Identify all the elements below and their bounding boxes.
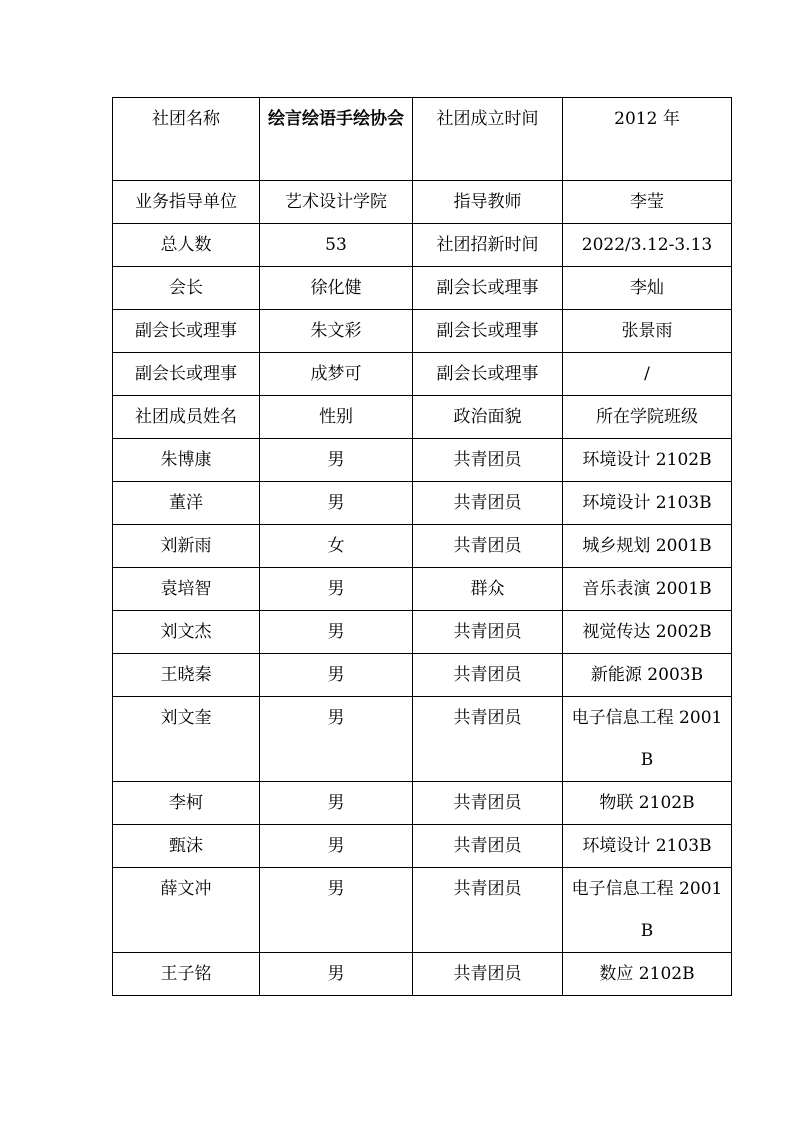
officer-name: 成梦可 xyxy=(260,353,413,396)
officer-role-2: 副会长或理事 xyxy=(413,267,563,310)
member-row xyxy=(113,953,732,996)
member-gender: 男 xyxy=(260,654,413,697)
officer-role: 会长 xyxy=(113,267,260,310)
member-class: 城乡规划 2001B xyxy=(563,525,732,568)
officer-name: 朱文彩 xyxy=(260,310,413,353)
member-name: 刘文杰 xyxy=(113,611,260,654)
member-row xyxy=(113,782,732,825)
total-value: 53 xyxy=(260,224,413,267)
total-label: 总人数 xyxy=(113,224,260,267)
member-row xyxy=(113,568,732,611)
club-info-table xyxy=(112,97,732,996)
club-name-label: 社团名称 xyxy=(113,98,260,181)
member-name: 甄沫 xyxy=(113,825,260,868)
unit-value: 艺术设计学院 xyxy=(260,181,413,224)
member-political-status: 群众 xyxy=(413,568,563,611)
member-gender: 男 xyxy=(260,825,413,868)
member-name: 朱博康 xyxy=(113,439,260,482)
member-name: 董洋 xyxy=(113,482,260,525)
officer-role-2: 副会长或理事 xyxy=(413,310,563,353)
member-name: 刘文奎 xyxy=(113,697,260,782)
advisor-value: 李莹 xyxy=(563,181,732,224)
member-gender: 男 xyxy=(260,568,413,611)
recruit-label: 社团招新时间 xyxy=(413,224,563,267)
member-gender: 男 xyxy=(260,782,413,825)
club-name-row xyxy=(113,98,732,181)
member-gender: 男 xyxy=(260,953,413,996)
officer-name-2: / xyxy=(563,353,732,396)
officer-role: 副会长或理事 xyxy=(113,310,260,353)
member-political-status: 共青团员 xyxy=(413,482,563,525)
member-class: 新能源 2003B xyxy=(563,654,732,697)
total-row xyxy=(113,224,732,267)
club-founded-label: 社团成立时间 xyxy=(413,98,563,181)
member-class: 环境设计 2103B xyxy=(563,482,732,525)
member-name: 王晓秦 xyxy=(113,654,260,697)
member-row xyxy=(113,825,732,868)
member-class: 电子信息工程 2001B xyxy=(563,868,732,953)
club-info-table-body xyxy=(113,98,732,996)
member-gender: 男 xyxy=(260,611,413,654)
unit-row xyxy=(113,181,732,224)
member-name: 李柯 xyxy=(113,782,260,825)
member-class: 电子信息工程 2001B xyxy=(563,697,732,782)
member-political-status: 共青团员 xyxy=(413,953,563,996)
officer-name: 徐化健 xyxy=(260,267,413,310)
member-class: 环境设计 2103B xyxy=(563,825,732,868)
member-row xyxy=(113,482,732,525)
officer-row xyxy=(113,353,732,396)
member-row xyxy=(113,654,732,697)
member-political-status: 共青团员 xyxy=(413,525,563,568)
recruit-value: 2022/3.12-3.13 xyxy=(563,224,732,267)
officer-role: 副会长或理事 xyxy=(113,353,260,396)
member-name-header: 社团成员姓名 xyxy=(113,396,260,439)
member-row xyxy=(113,611,732,654)
member-political-status: 共青团员 xyxy=(413,868,563,953)
unit-label: 业务指导单位 xyxy=(113,181,260,224)
member-gender: 男 xyxy=(260,482,413,525)
club-name-value: 绘言绘语手绘协会 xyxy=(260,98,413,181)
member-name: 王子铭 xyxy=(113,953,260,996)
member-row xyxy=(113,868,732,953)
member-gender: 女 xyxy=(260,525,413,568)
member-class: 视觉传达 2002B xyxy=(563,611,732,654)
member-gender: 男 xyxy=(260,439,413,482)
officer-role-2: 副会长或理事 xyxy=(413,353,563,396)
officer-row xyxy=(113,267,732,310)
class-header: 所在学院班级 xyxy=(563,396,732,439)
political-status-header: 政治面貌 xyxy=(413,396,563,439)
member-class: 环境设计 2102B xyxy=(563,439,732,482)
member-name: 袁培智 xyxy=(113,568,260,611)
member-class: 物联 2102B xyxy=(563,782,732,825)
club-founded-value: 2012 年 xyxy=(563,98,732,181)
member-name: 薛文冲 xyxy=(113,868,260,953)
member-row xyxy=(113,697,732,782)
member-political-status: 共青团员 xyxy=(413,439,563,482)
officer-name-2: 李灿 xyxy=(563,267,732,310)
member-gender: 男 xyxy=(260,868,413,953)
officer-name-2: 张景雨 xyxy=(563,310,732,353)
member-gender: 男 xyxy=(260,697,413,782)
member-row xyxy=(113,525,732,568)
member-political-status: 共青团员 xyxy=(413,654,563,697)
member-class: 数应 2102B xyxy=(563,953,732,996)
member-header-row xyxy=(113,396,732,439)
gender-header: 性别 xyxy=(260,396,413,439)
member-political-status: 共青团员 xyxy=(413,611,563,654)
member-political-status: 共青团员 xyxy=(413,697,563,782)
member-political-status: 共青团员 xyxy=(413,825,563,868)
officer-row xyxy=(113,310,732,353)
member-class: 音乐表演 2001B xyxy=(563,568,732,611)
advisor-label: 指导教师 xyxy=(413,181,563,224)
member-row xyxy=(113,439,732,482)
member-political-status: 共青团员 xyxy=(413,782,563,825)
member-name: 刘新雨 xyxy=(113,525,260,568)
